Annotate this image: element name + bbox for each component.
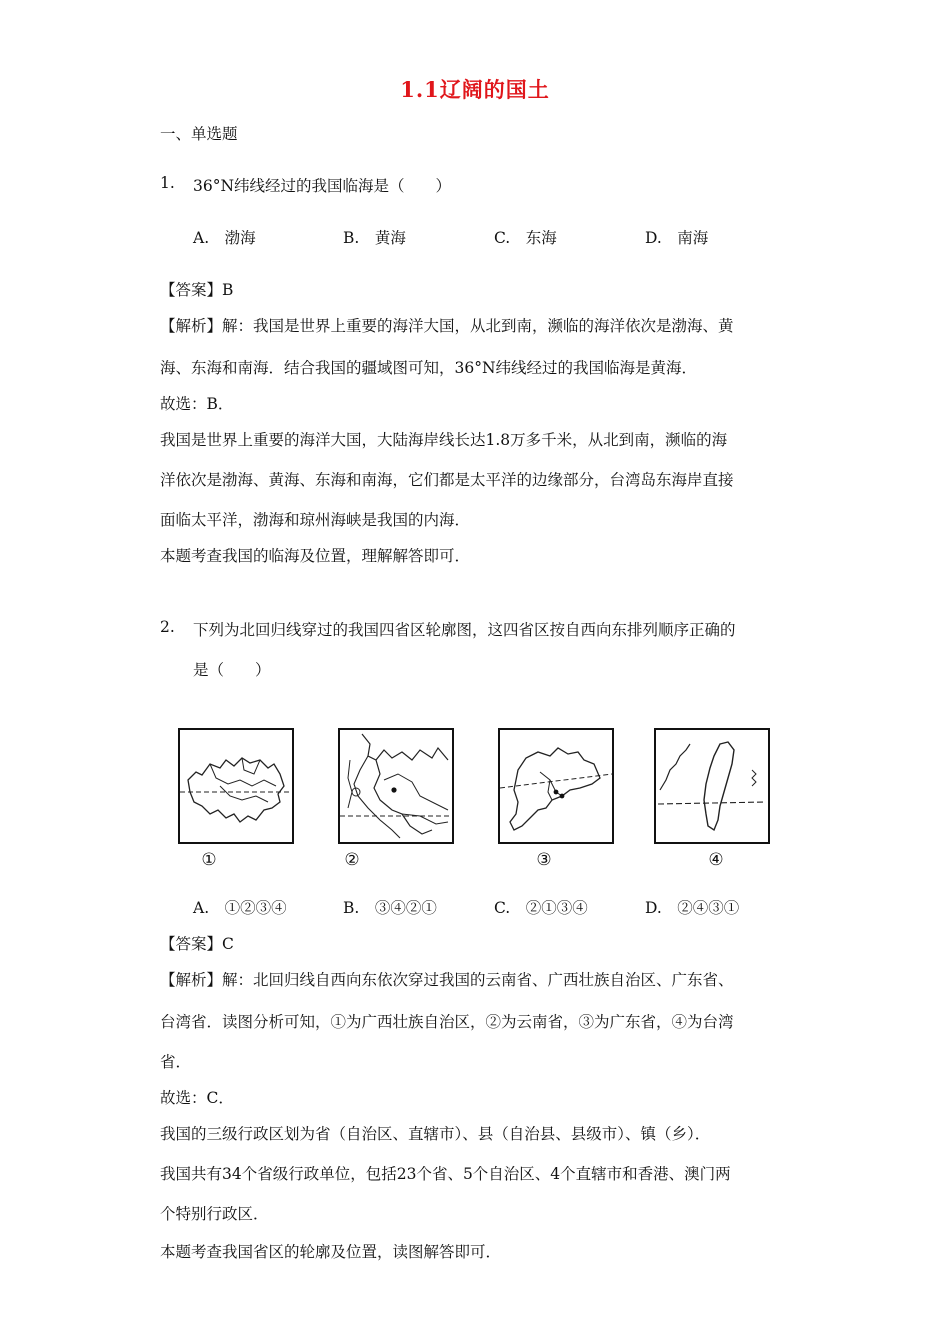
q2-analysis-line: 个特别行政区． [160, 1205, 269, 1223]
map-label: ③ [536, 850, 552, 870]
q1-stem: 36°N纬线经过的我国临海是（ ） [193, 177, 452, 195]
map-guangdong-outline [498, 728, 614, 844]
q1-analysis-line: 我国是世界上重要的海洋大国，大陆海岸线长达1.8万多千米，从北到南，濒临的海 [160, 431, 728, 449]
q2-analysis-line: 省． [160, 1053, 192, 1071]
q1-analysis-line: 本题考查我国的临海及位置，理解解答即可． [160, 547, 471, 565]
q1-analysis-line: 故选：B． [160, 395, 234, 413]
q2-stem-line: 是（ ） [193, 661, 271, 679]
q1-option-d: D. 南海 [645, 229, 709, 247]
province-outline-figure [178, 728, 778, 873]
q1-number: 1. [160, 174, 175, 192]
q1-analysis-line: 海、东海和南海．结合我国的疆域图可知，36°N纬线经过的我国临海是黄海． [160, 359, 698, 377]
q2-analysis-line: 台湾省．读图分析可知，①为广西壮族自治区，②为云南省，③为广东省，④为台湾 [160, 1013, 734, 1031]
q2-analysis-line: 我国共有34个省级行政单位，包括23个省、5个自治区、4个直辖市和香港、澳门两 [160, 1165, 731, 1183]
q2-analysis-line: 我国的三级行政区划为省（自治区、直辖市）、县（自治县、县级市）、镇（乡）． [160, 1125, 711, 1143]
map-yunnan-outline [338, 728, 454, 844]
q2-option-d: D. ②④③① [645, 899, 740, 917]
q2-analysis-line: 故选：C． [160, 1089, 234, 1107]
q1-analysis-line: 洋依次是渤海、黄海、东海和南海，它们都是太平洋的边缘部分，台湾岛东海岸直接 [160, 471, 734, 489]
q2-number: 2. [160, 618, 175, 636]
q2-analysis-line: 本题考查我国省区的轮廓及位置，读图解答即可． [160, 1243, 502, 1261]
q2-option-a: A. ①②③④ [193, 899, 287, 917]
map-guangxi-outline [178, 728, 294, 844]
map-taiwan-outline [654, 728, 770, 844]
page-title: 1.1辽阔的国土 [400, 77, 550, 102]
q1-option-a: A. 渤海 [193, 229, 256, 247]
map-label: ④ [708, 850, 724, 870]
q1-analysis-line: 面临太平洋，渤海和琼州海峡是我国的内海． [160, 511, 471, 529]
map-label: ② [344, 850, 360, 870]
q1-analysis-line: 【解析】解：我国是世界上重要的海洋大国，从北到南，濒临的海洋依次是渤海、黄 [160, 317, 734, 335]
q2-answer: 【答案】C [160, 935, 234, 953]
q2-analysis-line: 【解析】解：北回归线自西向东依次穿过我国的云南省、广西壮族自治区、广东省、 [160, 971, 734, 989]
q2-option-c: C. ②①③④ [494, 899, 588, 917]
q1-answer: 【答案】B [160, 281, 234, 299]
q2-stem-line: 下列为北回归线穿过的我国四省区轮廓图，这四省区按自西向东排列顺序正确的 [193, 621, 736, 639]
section-heading: 一、单选题 [160, 125, 238, 143]
q1-option-b: B. 黄海 [343, 229, 406, 247]
map-label: ① [201, 850, 217, 870]
q2-option-b: B. ③④②① [343, 899, 437, 917]
q1-option-c: C. 东海 [494, 229, 557, 247]
